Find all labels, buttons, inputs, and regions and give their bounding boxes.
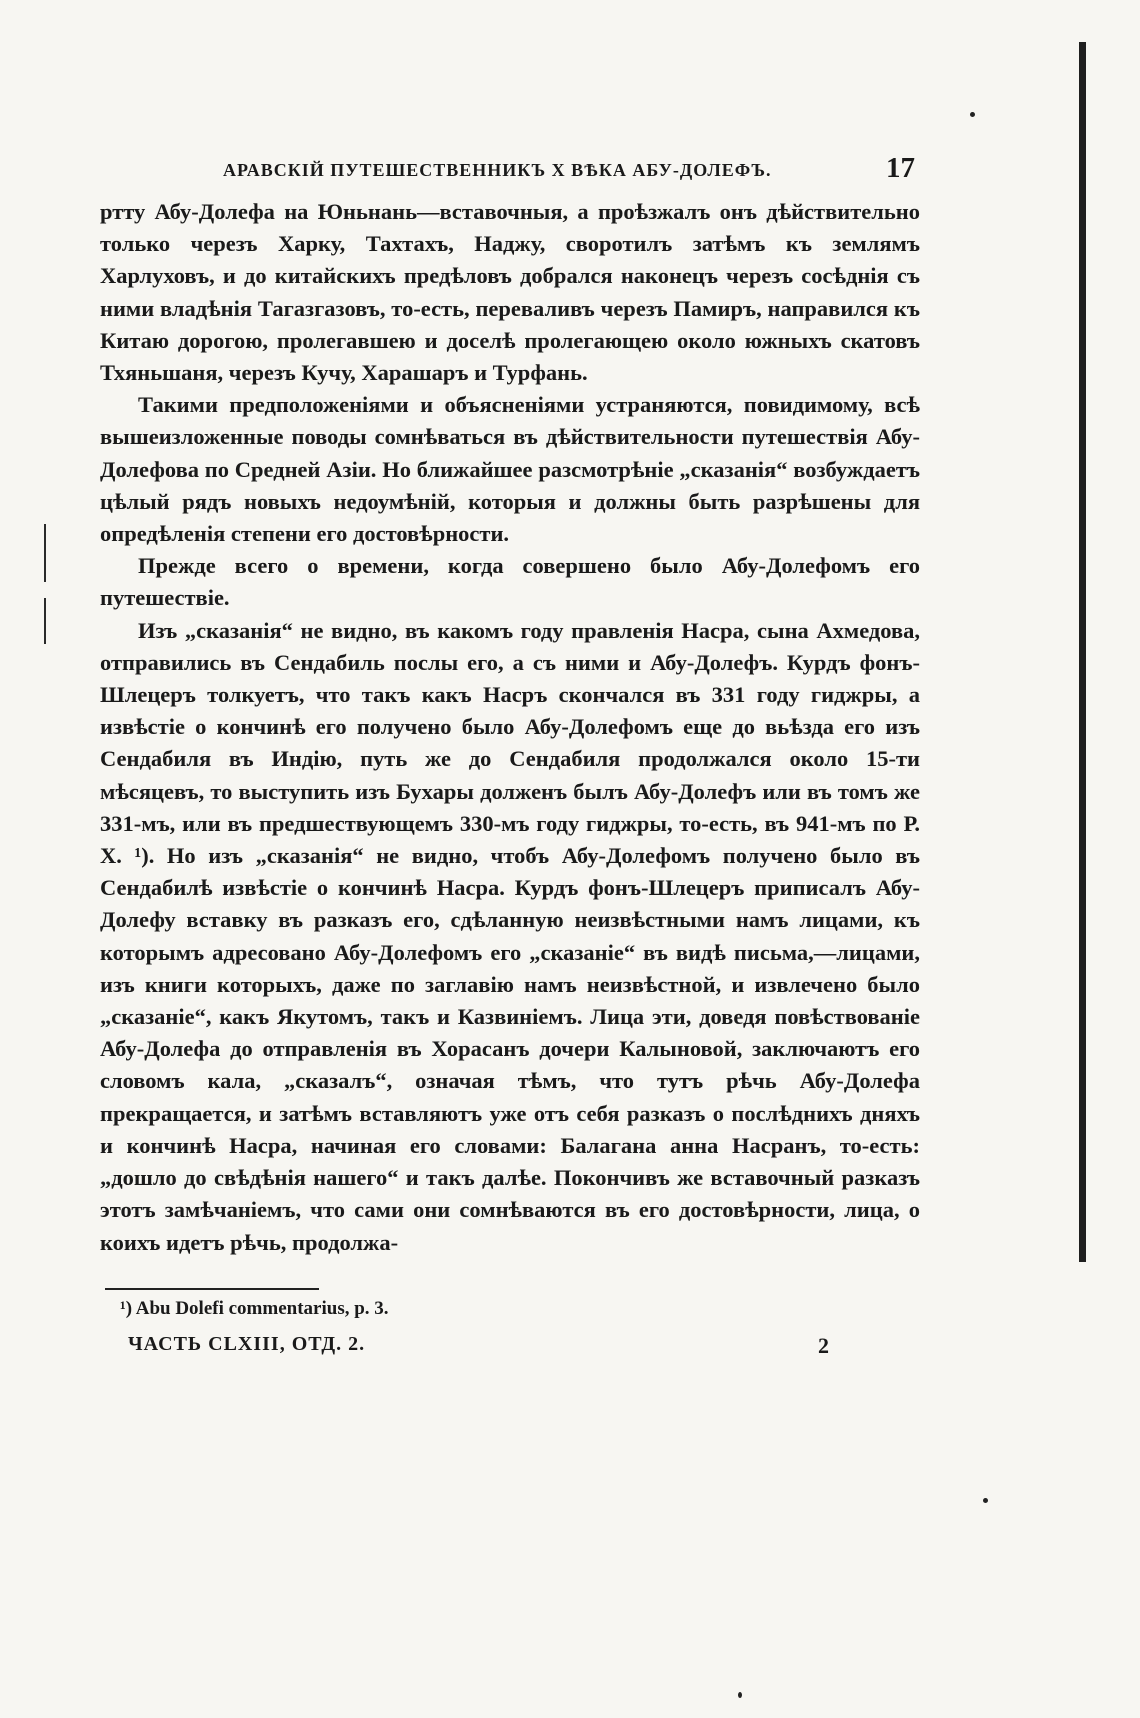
running-header <box>195 152 915 192</box>
running-title: АРАВСКІЙ ПУТЕШЕСТВЕННИКЪ X ВѢКА АБУ-ДОЛЕФЪ. <box>223 160 772 180</box>
footnote-divider <box>105 1288 319 1290</box>
scan-speck <box>738 1692 742 1698</box>
main-text <box>100 196 920 1259</box>
scan-speck <box>970 112 975 117</box>
signature-mark: ЧАСТЬ CLXIII, ОТД. 2. <box>128 1333 366 1355</box>
paragraph: Такими предположеніями и объясненіями устраняются, повидимому, всѣ вышеизложенные поводы сомнѣваться въ дѣйствительности путешествія Абу-Долефова по Средней Азіи. Но ближайшее разсмотрѣніе „сказанія“ возбуждаетъ цѣлый рядъ новыхъ недоумѣній, которыя и должны быть разрѣшены для опредѣленія степени его достовѣрности. <box>100 392 920 547</box>
scan-edge-bar <box>1079 42 1086 1262</box>
signature-number: 2 <box>818 1333 829 1358</box>
paragraph: Прежде всего о времени, когда совершено было Абу-Долефомъ его путешествіе. <box>100 553 920 611</box>
paragraph: Изъ „сказанія“ не видно, въ какомъ году правленія Насра, сына Ахмедова, отправились въ Сендабиль послы его, а съ ними и Абу-Долефъ. Курдъ фонъ-Шлецеръ толкуетъ, что такъ какъ Насръ скончался въ 331 году гиджры, а извѣстіе о кончинѣ его получено было Абу-Долефомъ еще до вьѣзда его изъ Сендабиля въ Индію, путь же до Сендабиля продолжался около 15-ти мѣсяцевъ, то выступить изъ Бухары долженъ былъ Абу-Долефъ или въ томъ же 331-мъ, или въ предшествующемъ 330-мъ году гиджры, то-есть, въ 941-мъ по Р. Х. ¹). Но изъ „сказанія“ не видно, чтобъ Абу-Долефомъ получено было въ Сендабилѣ извѣстіе о кончинѣ Насра. Курдъ фонъ-Шлецеръ приписалъ Абу-Долефу вставку въ разказъ его, сдѣланную неизвѣстными намъ лицами, къ которымъ адресовано Абу-Долефомъ его „сказаніе“ въ видѣ письма,—лицами, изъ книги которыхъ, даже по заглавію намъ неизвѣстной, и извлечено было „сказаніе“, какъ Якутомъ, такъ и Казвиніемъ. Лица эти, доведя повѣствованіе Абу-Долефа до отправленія въ Хорасанъ дочери Калыновой, заключаютъ его словомъ кала, „сказалъ“, означая тѣмъ, что тутъ рѣчь Абу-Долефа прекращается, и затѣмъ вставляютъ уже отъ себя разказъ о послѣднихъ дняхъ и кончинѣ Насра, начиная его словами: Балагана анна Насранъ, то-есть: „дошло до свѣдѣнія нашего“ и такъ далѣе. Покончивъ же вставочный разказъ этотъ замѣчаніемъ, что сами они сомнѣваются въ его достовѣрности, лица, о коихъ идетъ рѣчь, продолжа- <box>100 617 920 1255</box>
margin-mark <box>44 598 46 644</box>
paragraph: ртту Абу-Долефа на Юньнань—вставочныя, а проѣзжалъ онъ дѣйствительно только черезъ Харку, Тахтахъ, Наджу, своротилъ затѣмъ къ землямъ Харлуховъ, и до китайскихъ предѣловъ добрался наконецъ черезъ сосѣднія съ ними владѣнія Тагазгазовъ, то-есть, переваливъ черезъ Памиръ, направился къ Китаю дорогою, пролегавшею и доселѣ пролегающею около южныхъ скатовъ Тхяньшаня, черезъ Кучу, Харашаръ и Турфань. <box>100 199 920 386</box>
margin-mark <box>44 524 46 582</box>
scan-speck <box>983 1498 988 1503</box>
page-number: 17 <box>886 152 915 184</box>
footnote: ¹) Abu Dolefi commentarius, p. 3. <box>120 1298 389 1319</box>
